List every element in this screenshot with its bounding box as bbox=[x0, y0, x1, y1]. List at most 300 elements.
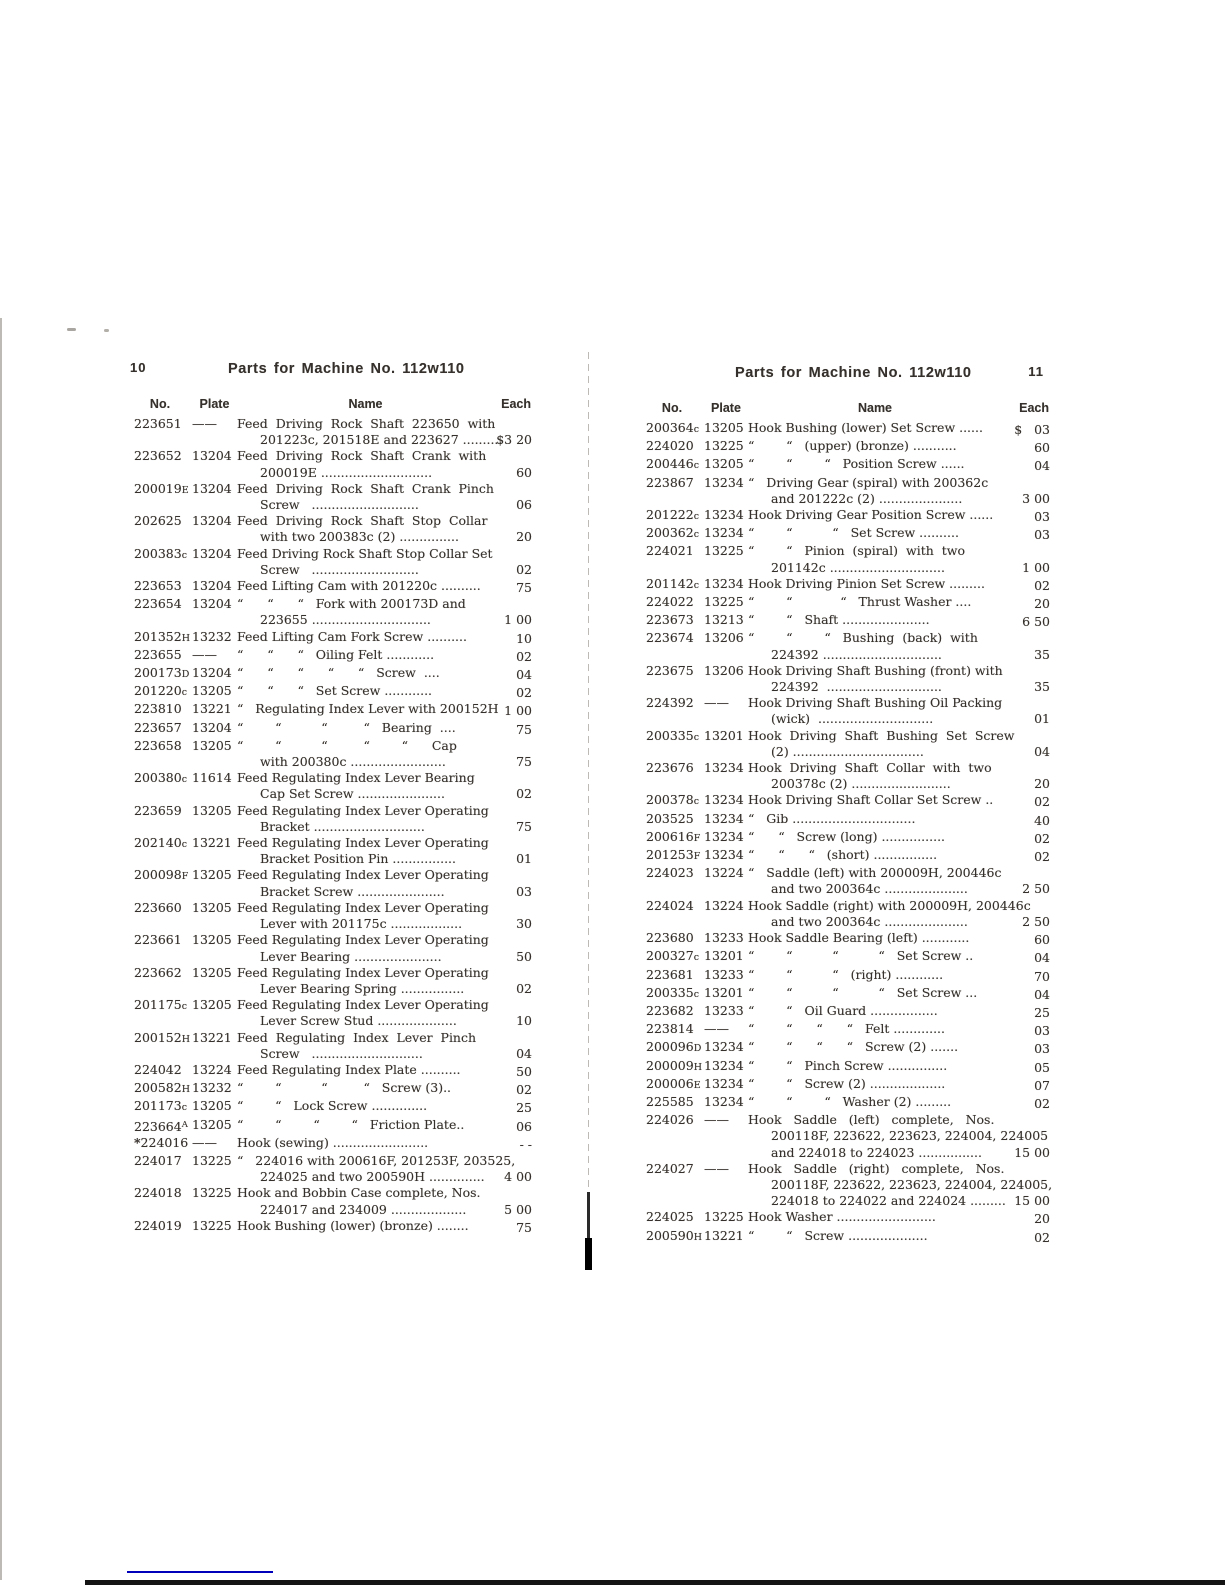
plate-number: 13204 bbox=[192, 545, 232, 561]
part-number: 224020 bbox=[646, 438, 694, 454]
table-row bbox=[128, 629, 532, 647]
price-each: 30 bbox=[516, 916, 532, 932]
part-number: 223662 bbox=[134, 964, 182, 980]
part-number: 224017 bbox=[134, 1152, 182, 1168]
part-name: Hook and Bobbin Case complete, Nos. 224017 and 234009 ................... bbox=[237, 1185, 481, 1217]
table-row bbox=[128, 546, 532, 578]
plate-number: 13205 bbox=[192, 683, 232, 699]
price-each: 3 00 bbox=[1022, 490, 1050, 506]
table-row bbox=[128, 720, 532, 738]
table-row bbox=[128, 835, 532, 867]
part-number: 200582H bbox=[134, 1080, 191, 1096]
part-number: 223814 bbox=[646, 1021, 694, 1037]
gutter-fold-ink-mark bbox=[587, 1192, 590, 1244]
part-name: “ “ “ “ Bearing .... bbox=[237, 719, 456, 735]
gutter-fold-ink-blob bbox=[585, 1238, 592, 1270]
price-each: 40 bbox=[1034, 812, 1050, 828]
part-name: Feed Regulating Index Lever Pinch Screw ............................ bbox=[237, 1029, 477, 1061]
part-name: Feed Lifting Cam Fork Screw .......... bbox=[237, 628, 467, 644]
left-page bbox=[128, 360, 532, 1236]
price-each: 75 bbox=[516, 1219, 532, 1235]
part-name: “ “ “ Set Screw .......... bbox=[748, 525, 959, 541]
price-each: 2 50 bbox=[1022, 913, 1050, 929]
table-row bbox=[128, 1117, 532, 1135]
table-row bbox=[128, 647, 532, 665]
left-page-header bbox=[128, 360, 532, 380]
plate-number: 13225 bbox=[192, 1217, 232, 1233]
table-row bbox=[640, 456, 1050, 474]
plate-number: 13205 bbox=[192, 964, 232, 980]
part-name: Feed Regulating Index Lever Operating Bracket Screw ...................... bbox=[237, 867, 489, 899]
price-each: 20 bbox=[516, 529, 532, 545]
plate-number: 13205 bbox=[704, 420, 744, 435]
table-row bbox=[640, 525, 1050, 543]
part-number: 224023 bbox=[646, 865, 694, 881]
part-name: “ 224016 with 200616F, 201253F, 203525, 224025 and two 200590H .............. bbox=[237, 1152, 516, 1185]
plate-number: 13234 bbox=[704, 828, 744, 844]
plate-number: 13205 bbox=[192, 867, 232, 883]
table-row bbox=[640, 663, 1050, 695]
plate-number: 13221 bbox=[192, 701, 232, 717]
plate-number: 13221 bbox=[192, 835, 232, 851]
part-name: “ “ Pinion (spiral) with two 201142c ............................. bbox=[748, 543, 965, 575]
plate-number: 13206 bbox=[704, 630, 744, 646]
part-number: 224021 bbox=[646, 543, 694, 559]
part-number: 223661 bbox=[134, 932, 182, 948]
plate-number: —— bbox=[704, 695, 729, 711]
plate-number: 13206 bbox=[704, 662, 744, 678]
plate-number: 13204 bbox=[192, 719, 232, 735]
price-each: 15 00 bbox=[1014, 1193, 1050, 1209]
part-number: 223675 bbox=[646, 662, 694, 678]
plate-number: 13204 bbox=[192, 596, 232, 612]
table-row bbox=[640, 1160, 1053, 1210]
price-each: $ 03 bbox=[1014, 422, 1050, 437]
part-number: 201352H bbox=[134, 628, 191, 644]
table-row bbox=[128, 701, 532, 719]
plate-number: 13204 bbox=[192, 665, 232, 681]
table-row bbox=[128, 1135, 532, 1153]
part-name: Feed Driving Rock Shaft 223650 with 201223c, 201518E and 223627 .......... bbox=[237, 416, 503, 448]
plate-number: 13234 bbox=[704, 474, 744, 490]
plate-number: 13232 bbox=[192, 628, 232, 644]
part-number: 200378c bbox=[646, 792, 700, 808]
price-each: 20 bbox=[1034, 776, 1050, 792]
plate-number: —— bbox=[192, 646, 217, 662]
price-each: 03 bbox=[1034, 509, 1050, 525]
table-row bbox=[128, 596, 532, 628]
price-each: 20 bbox=[1034, 596, 1050, 612]
scan-bottom-edge bbox=[85, 1580, 1225, 1585]
plate-number: —— bbox=[704, 1021, 729, 1037]
part-name: “ Saddle (left) with 200009H, 200446c and two 200364c ..................... bbox=[748, 865, 1002, 897]
price-each: 1 00 bbox=[1022, 559, 1050, 575]
price-each: 04 bbox=[1034, 743, 1050, 759]
part-number: 200335c bbox=[646, 727, 700, 743]
part-name: “ “ Screw .................... bbox=[748, 1227, 928, 1243]
part-name: Hook Driving Shaft Bushing (front) with 224392 ............................. bbox=[748, 662, 1003, 695]
price-each: 20 bbox=[1034, 1211, 1050, 1227]
price-each: 1 00 bbox=[504, 612, 532, 628]
table-row bbox=[640, 475, 1050, 507]
part-name: “ Gib ............................... bbox=[748, 810, 916, 826]
plate-number: 13204 bbox=[192, 513, 232, 529]
table-row bbox=[128, 481, 532, 513]
table-row bbox=[640, 594, 1050, 612]
table-row bbox=[640, 847, 1050, 865]
plate-number: 13234 bbox=[704, 847, 744, 863]
plate-number: 13205 bbox=[192, 1098, 232, 1114]
table-row bbox=[128, 1030, 532, 1062]
price-each: 02 bbox=[516, 1082, 532, 1098]
part-number: 200380c bbox=[134, 770, 188, 786]
plate-number: 11614 bbox=[192, 770, 232, 786]
table-row bbox=[128, 1080, 532, 1098]
table-row bbox=[640, 792, 1050, 810]
part-name: Feed Driving Rock Shaft Crank Pinch Screw ........................... bbox=[237, 480, 494, 513]
plate-number: 13225 bbox=[704, 594, 744, 610]
plate-number: 13201 bbox=[704, 727, 744, 743]
plate-number: 13225 bbox=[192, 1185, 232, 1201]
part-number: 224027 bbox=[646, 1160, 694, 1176]
plate-number: 13225 bbox=[704, 543, 744, 559]
price-each: 03 bbox=[1034, 527, 1050, 543]
plate-number: 13205 bbox=[192, 802, 232, 818]
price-each: 2 50 bbox=[1022, 881, 1050, 897]
column-header-each: Each bbox=[1019, 401, 1049, 415]
table-row bbox=[128, 683, 532, 701]
plate-number: 13232 bbox=[192, 1080, 232, 1096]
table-row bbox=[128, 965, 532, 997]
price-each: 02 bbox=[516, 980, 532, 996]
table-row bbox=[640, 930, 1050, 948]
price-each: 70 bbox=[1034, 968, 1050, 984]
price-each: 02 bbox=[1034, 849, 1050, 865]
plate-number: 13234 bbox=[704, 575, 744, 591]
price-each: 75 bbox=[516, 818, 532, 834]
part-name: Feed Regulating Index Plate .......... bbox=[237, 1061, 461, 1077]
table-row bbox=[128, 997, 532, 1029]
plate-number: —— bbox=[704, 1112, 729, 1128]
plate-number: 13224 bbox=[704, 865, 744, 881]
table-row bbox=[640, 1003, 1050, 1021]
part-name: “ “ “ Set Screw ............ bbox=[237, 683, 433, 699]
table-row bbox=[640, 1076, 1050, 1094]
plate-number: 13205 bbox=[192, 737, 232, 753]
part-name: “ “ “ “ Felt ............. bbox=[748, 1021, 945, 1037]
price-each: 02 bbox=[1034, 1095, 1050, 1111]
price-each: 02 bbox=[1034, 1229, 1050, 1245]
part-name: Feed Regulating Index Lever Operating Bracket Position Pin ................ bbox=[237, 835, 489, 867]
part-name: Hook Saddle (left) complete, Nos. 200118F, 223622, 223623, 224004, 224005 and 224018 to 224023 ................ bbox=[748, 1112, 1049, 1160]
plate-number: 13234 bbox=[704, 1039, 744, 1055]
part-number: 202625 bbox=[134, 513, 182, 529]
part-name: Hook Saddle Bearing (left) ............ bbox=[748, 930, 970, 946]
price-each: 06 bbox=[516, 1118, 532, 1134]
part-number: 223810 bbox=[134, 701, 182, 717]
table-row bbox=[128, 1218, 532, 1236]
price-each: 75 bbox=[516, 580, 532, 596]
part-number: 223867 bbox=[646, 474, 694, 490]
part-name: Feed Regulating Index Lever Bearing Cap Set Screw ...................... bbox=[237, 770, 475, 802]
plate-number: 13225 bbox=[704, 1209, 744, 1225]
part-name: “ “ “ “ “ Cap with 200380c ........................ bbox=[237, 737, 457, 770]
part-number: 200335c bbox=[646, 984, 700, 1000]
part-number: 200009H bbox=[646, 1057, 703, 1073]
price-each: 4 00 bbox=[504, 1169, 532, 1185]
table-row bbox=[128, 900, 532, 932]
plate-number: —— bbox=[192, 416, 217, 431]
price-each: 05 bbox=[1034, 1059, 1050, 1075]
plate-number: 13233 bbox=[704, 930, 744, 946]
table-row bbox=[640, 1039, 1050, 1057]
part-name: Hook Saddle (right) complete, Nos. 200118F, 223622, 223623, 224004, 224005, 224018 to 224022 and 224024 ......... bbox=[748, 1160, 1053, 1209]
part-name: “ “ “ “ Screw (2) ....... bbox=[748, 1039, 959, 1055]
column-header-each: Each bbox=[501, 397, 531, 411]
price-each: 04 bbox=[1034, 950, 1050, 966]
part-number: 223673 bbox=[646, 612, 694, 628]
part-number: 201175c bbox=[134, 997, 188, 1013]
column-header-no: No. bbox=[661, 401, 683, 415]
table-row bbox=[128, 578, 532, 596]
parts-table-left bbox=[128, 416, 532, 1236]
part-name: Feed Regulating Index Lever Operating Lever Bearing ...................... bbox=[237, 932, 489, 964]
part-number: 200098F bbox=[134, 867, 189, 883]
blue-underline-mark bbox=[127, 1571, 273, 1573]
part-name: “ “ Pinch Screw ............... bbox=[748, 1057, 948, 1073]
part-number: 224025 bbox=[646, 1209, 694, 1225]
table-row bbox=[128, 448, 532, 480]
price-each: 02 bbox=[516, 685, 532, 701]
price-each: 04 bbox=[1034, 986, 1050, 1002]
table-row bbox=[640, 967, 1050, 985]
part-number: 203525 bbox=[646, 810, 694, 826]
part-number: 223676 bbox=[646, 760, 694, 776]
part-name: Feed Regulating Index Lever Operating Lever with 201175c .................. bbox=[237, 899, 489, 932]
part-name: Feed Lifting Cam with 201220c .......... bbox=[237, 578, 481, 594]
part-number: 223654 bbox=[134, 596, 182, 612]
part-name: “ “ “ “ Screw (3).. bbox=[237, 1080, 452, 1096]
plate-number: 13221 bbox=[192, 1029, 232, 1045]
table-row bbox=[640, 948, 1050, 966]
part-number: 224022 bbox=[646, 594, 694, 610]
part-number: 224019 bbox=[134, 1217, 182, 1233]
part-number: 200152H bbox=[134, 1029, 191, 1045]
part-name: “ “ Shaft ...................... bbox=[748, 612, 930, 628]
part-name: Feed Regulating Index Lever Operating Lever Screw Stud .................... bbox=[237, 997, 489, 1029]
table-row bbox=[640, 438, 1050, 456]
plate-number: 13234 bbox=[704, 525, 744, 541]
table-row bbox=[640, 760, 1050, 792]
plate-number: 13205 bbox=[192, 899, 232, 915]
table-row bbox=[128, 416, 532, 448]
part-number: 200383c bbox=[134, 545, 188, 561]
price-each: - - bbox=[519, 1136, 532, 1152]
table-row bbox=[128, 1153, 532, 1185]
part-name: Hook Driving Gear Position Screw ...... bbox=[748, 507, 994, 523]
scan-left-edge-line bbox=[0, 318, 2, 1580]
column-header-plate: Plate bbox=[711, 401, 741, 415]
part-number: 200590H bbox=[646, 1227, 703, 1243]
part-name: “ “ “ (short) ................ bbox=[748, 847, 938, 863]
table-row bbox=[640, 1228, 1050, 1246]
table-row bbox=[640, 612, 1050, 630]
table-row bbox=[640, 576, 1050, 594]
page-title: Parts for Machine No. 112w110 bbox=[735, 365, 972, 381]
part-name: “ “ “ “ Friction Plate.. bbox=[237, 1116, 465, 1132]
part-number: 223651 bbox=[134, 416, 182, 431]
part-number: 223659 bbox=[134, 802, 182, 818]
part-name: “ “ (upper) (bronze) ........... bbox=[748, 438, 957, 454]
column-headers bbox=[128, 397, 532, 411]
table-row bbox=[640, 728, 1050, 760]
part-number: 223682 bbox=[646, 1002, 694, 1018]
part-name: “ “ “ “ “ Screw .... bbox=[237, 665, 440, 681]
part-name: Hook Driving Shaft Bushing Set Screw (2) ................................. bbox=[748, 727, 1015, 759]
price-each: $3 20 bbox=[496, 432, 532, 448]
price-each: 35 bbox=[1034, 646, 1050, 662]
price-each: 75 bbox=[516, 721, 532, 737]
plate-number: 13205 bbox=[192, 932, 232, 948]
price-each: 25 bbox=[1034, 1004, 1050, 1020]
scan-speck bbox=[67, 328, 76, 331]
part-number: 200616F bbox=[646, 828, 701, 844]
price-each: 10 bbox=[516, 1013, 532, 1029]
plate-number: 13234 bbox=[704, 1075, 744, 1091]
part-number: 223674 bbox=[646, 630, 694, 646]
table-row bbox=[640, 630, 1050, 662]
price-each: 25 bbox=[516, 1100, 532, 1116]
page-number: 11 bbox=[1028, 364, 1044, 379]
table-row bbox=[128, 738, 532, 770]
plate-number: 13233 bbox=[704, 1002, 744, 1018]
price-each: 06 bbox=[516, 497, 532, 513]
plate-number: 13234 bbox=[704, 1093, 744, 1109]
right-page-header bbox=[640, 364, 1050, 384]
page-gutter-fold-line bbox=[588, 352, 589, 1192]
price-each: 02 bbox=[516, 786, 532, 802]
parts-table-right bbox=[640, 420, 1053, 1246]
part-name: Hook Bushing (lower) (bronze) ........ bbox=[237, 1217, 469, 1233]
price-each: 04 bbox=[1034, 458, 1050, 474]
table-row bbox=[640, 898, 1050, 930]
column-header-name: Name bbox=[348, 397, 383, 411]
table-row bbox=[128, 1098, 532, 1116]
price-each: 60 bbox=[1034, 440, 1050, 456]
part-name: Hook Bushing (lower) Set Screw ...... bbox=[748, 420, 983, 435]
table-row bbox=[128, 513, 532, 545]
scan-speck bbox=[104, 329, 109, 332]
part-number: 225585 bbox=[646, 1093, 694, 1109]
part-name: Hook Driving Pinion Set Screw ......... bbox=[748, 575, 985, 591]
part-name: Hook Driving Shaft Bushing Oil Packing (wick) ............................. bbox=[748, 695, 1003, 727]
price-each: 03 bbox=[1034, 1023, 1050, 1039]
part-name: Hook Saddle (right) with 200009H, 200446c and two 200364c ..................... bbox=[748, 897, 1031, 929]
price-each: 07 bbox=[1034, 1077, 1050, 1093]
part-number: 223681 bbox=[646, 966, 694, 982]
part-name: “ “ “ Oiling Felt ............ bbox=[237, 646, 435, 662]
part-name: “ “ “ Bushing (back) with 224392 .............................. bbox=[748, 630, 978, 662]
price-each: 04 bbox=[516, 1045, 532, 1061]
part-number: 224392 bbox=[646, 695, 694, 711]
part-name: Feed Regulating Index Lever Operating Lever Bearing Spring ................ bbox=[237, 964, 489, 996]
part-number: 201220c bbox=[134, 683, 188, 699]
price-each: 03 bbox=[1034, 1041, 1050, 1057]
plate-number: 13204 bbox=[192, 578, 232, 594]
column-headers bbox=[640, 401, 1050, 415]
part-number: 200446c bbox=[646, 456, 700, 472]
plate-number: 13204 bbox=[192, 480, 232, 496]
table-row bbox=[128, 1185, 532, 1217]
part-name: “ “ Screw (long) ................ bbox=[748, 828, 946, 844]
plate-number: 13205 bbox=[192, 1116, 232, 1132]
part-name: Hook (sewing) ........................ bbox=[237, 1134, 429, 1150]
part-name: Feed Regulating Index Lever Operating Bracket ............................ bbox=[237, 802, 489, 834]
price-each: 35 bbox=[1034, 679, 1050, 695]
part-name: “ “ Lock Screw .............. bbox=[237, 1098, 428, 1114]
table-row bbox=[640, 1094, 1050, 1112]
part-name: “ Driving Gear (spiral) with 200362c and 201222c (2) ..................... bbox=[748, 474, 989, 506]
part-number: 224042 bbox=[134, 1061, 182, 1077]
part-number: 223680 bbox=[646, 930, 694, 946]
part-number: 202140c bbox=[134, 835, 188, 851]
price-each: 01 bbox=[1034, 711, 1050, 727]
plate-number: 13221 bbox=[704, 1227, 744, 1243]
part-name: “ “ “ Washer (2) ......... bbox=[748, 1093, 952, 1109]
part-number: 201253F bbox=[646, 847, 701, 863]
part-name: Hook Washer ......................... bbox=[748, 1209, 936, 1225]
table-row bbox=[640, 811, 1050, 829]
plate-number: 13234 bbox=[704, 1057, 744, 1073]
table-row bbox=[128, 932, 532, 964]
price-each: 04 bbox=[516, 667, 532, 683]
plate-number: 13234 bbox=[704, 792, 744, 808]
table-row bbox=[640, 543, 1050, 575]
price-each: 50 bbox=[516, 1063, 532, 1079]
column-header-name: Name bbox=[857, 401, 893, 415]
plate-number: 13204 bbox=[192, 448, 232, 464]
price-each: 15 00 bbox=[1014, 1144, 1050, 1160]
table-row bbox=[128, 803, 532, 835]
plate-number: 13205 bbox=[192, 997, 232, 1013]
part-number: 201173c bbox=[134, 1098, 188, 1114]
part-name: “ “ Screw (2) ................... bbox=[748, 1075, 946, 1091]
table-row bbox=[128, 665, 532, 683]
part-name: Feed Driving Rock Shaft Crank with 200019E ............................ bbox=[237, 448, 487, 480]
plate-number: 13233 bbox=[704, 966, 744, 982]
page-title: Parts for Machine No. 112w110 bbox=[228, 361, 465, 377]
plate-number: 13234 bbox=[704, 760, 744, 776]
part-number: 224018 bbox=[134, 1185, 182, 1201]
price-each: 60 bbox=[1034, 932, 1050, 948]
price-each: 1 00 bbox=[504, 703, 532, 719]
price-each: 50 bbox=[516, 948, 532, 964]
part-name: Hook Driving Shaft Collar Set Screw .. bbox=[748, 792, 994, 808]
plate-number: 13205 bbox=[704, 456, 744, 472]
part-number: *224016 bbox=[134, 1134, 189, 1150]
part-name: “ “ “ Fork with 200173D and 223655 .............................. bbox=[237, 596, 466, 628]
part-number: 200364c bbox=[646, 420, 700, 435]
price-each: 03 bbox=[516, 883, 532, 899]
plate-number: —— bbox=[192, 1134, 217, 1150]
part-name: Feed Driving Rock Shaft Stop Collar with two 200383c (2) ............... bbox=[237, 513, 488, 545]
price-each: 01 bbox=[516, 851, 532, 867]
part-number: 224024 bbox=[646, 897, 694, 913]
part-name: “ Regulating Index Lever with 200152H bbox=[237, 701, 499, 717]
price-each: 10 bbox=[516, 630, 532, 646]
part-name: “ “ “ Position Screw ...... bbox=[748, 456, 965, 472]
price-each: 02 bbox=[516, 648, 532, 664]
